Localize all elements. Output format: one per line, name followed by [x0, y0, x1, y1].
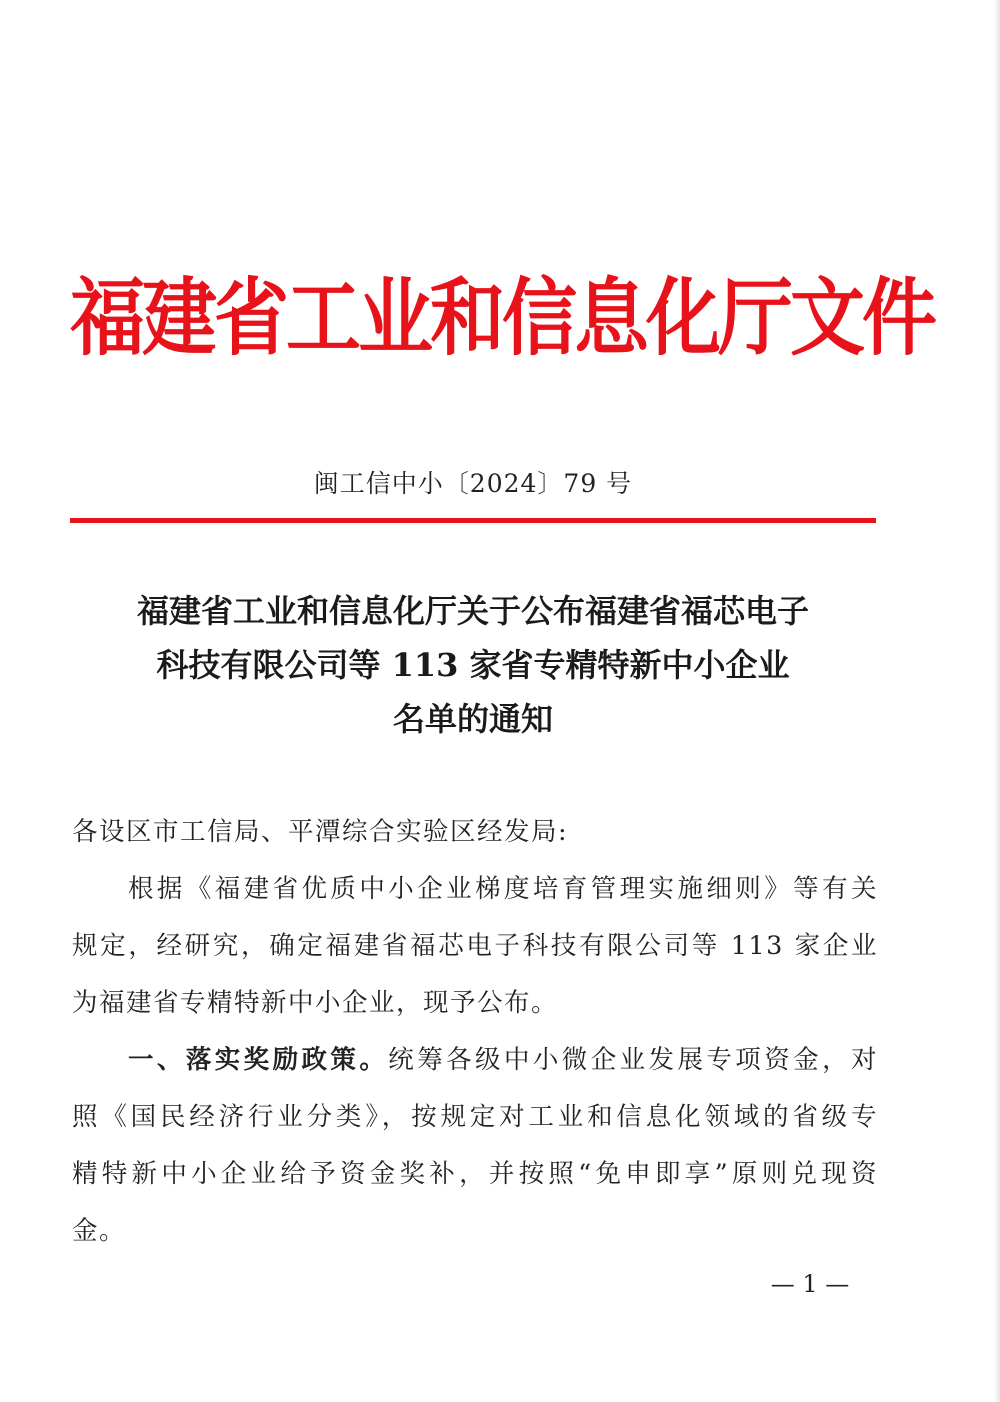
paragraph-2-line-1 [72, 1032, 878, 1089]
paragraph-1-line-3: 为福建省专精特新中小企业，现予公布。 [72, 988, 559, 1018]
red-divider-line [70, 518, 876, 523]
salutation: 各设区市工信局、平潭综合实验区经发局: [72, 817, 569, 847]
title-line-3: 名单的通知 [392, 700, 553, 738]
document-number: 闽工信中小〔2024〕79 号 [313, 469, 633, 498]
page-number: — 1 — [770, 1270, 850, 1298]
paragraph-1-line-2: 规定，经研究，确定福建省福芯电子科技有限公司等 113 家企业 [72, 931, 878, 961]
paragraph-1-line-1: 根据《福建省优质中小企业梯度培育管理实施细则》等有关 [128, 874, 878, 904]
section-heading: 一、落实奖励政策。 [128, 1045, 389, 1075]
document-title [70, 584, 876, 746]
paragraph-2-line-4: 金。 [72, 1216, 127, 1246]
title-line-2: 科技有限公司等 113 家省专精特新中小企业 [156, 646, 790, 684]
paragraph-2-line-2: 照《国民经济行业分类》，按规定对工业和信息化领域的省级专 [72, 1102, 878, 1132]
document-body [72, 804, 878, 1260]
page-edge-shadow [994, 0, 1000, 1402]
paragraph-2-line-3: 精特新中小企业给予资金奖补，并按照“免申即享”原则兑现资 [72, 1159, 878, 1189]
paragraph-2-line-1-text: 统筹各级中小微企业发展专项资金，对 [388, 1045, 878, 1075]
document-masthead: 福建省工业和信息化厅文件 [70, 268, 935, 368]
title-line-1: 福建省工业和信息化厅关于公布福建省福芯电子 [136, 592, 809, 630]
